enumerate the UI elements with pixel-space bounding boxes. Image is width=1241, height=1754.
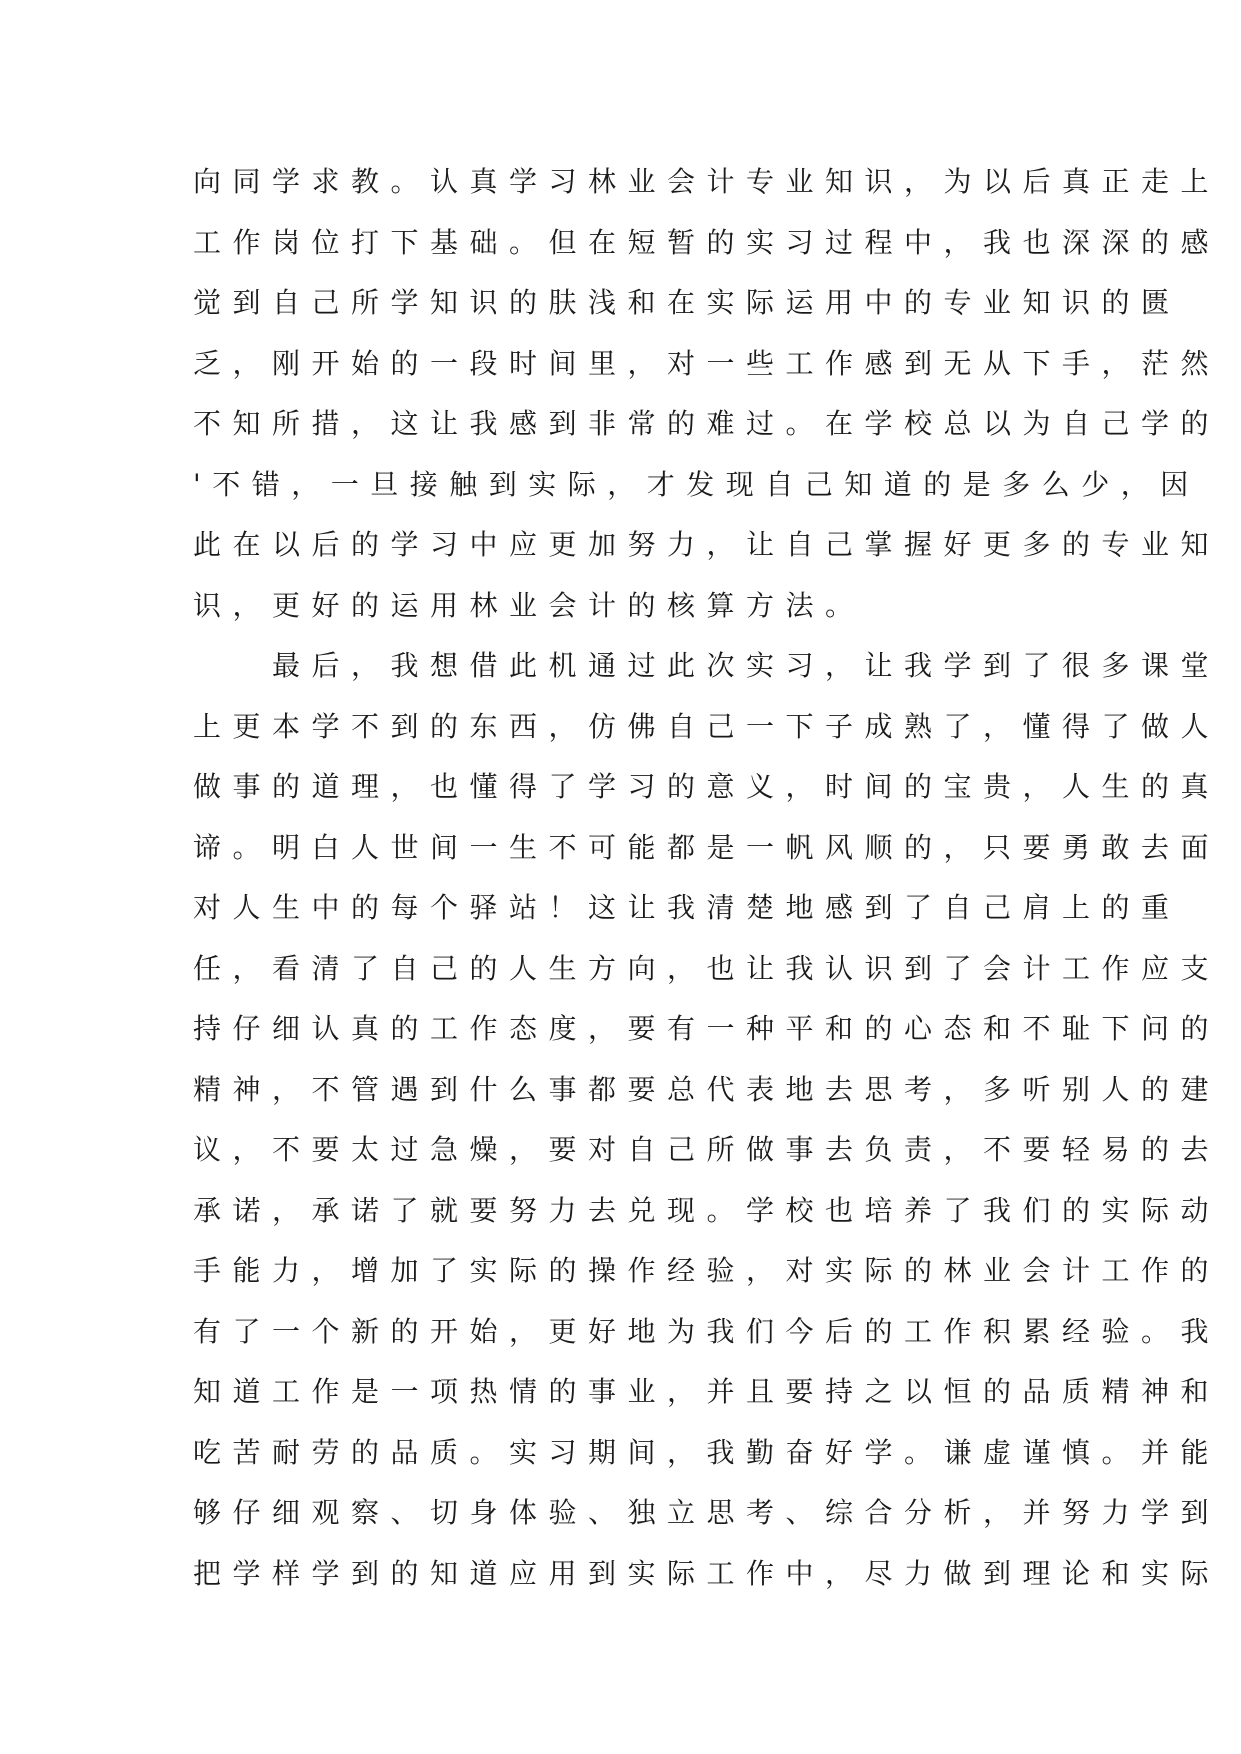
text-line: 任，看清了自己的人生方向，也让我认识到了会计工作应支 bbox=[193, 951, 1221, 985]
text-line: 吃苦耐劳的品质。实习期间，我勤奋好学。谦虚谨慎。并能 bbox=[193, 1435, 1221, 1469]
text-line: 此在以后的学习中应更加努力，让自己掌握好更多的专业知 bbox=[193, 528, 1221, 561]
text-line: 觉到自己所学知识的肤浅和在实际运用中的专业知识的匮 bbox=[193, 286, 1181, 319]
body-text bbox=[193, 152, 1221, 1604]
text-line: 有了一个新的开始，更好地为我们今后的工作积累经验。我 bbox=[193, 1314, 1221, 1348]
text-line: 知道工作是一项热情的事业，并且要持之以恒的品质精神和 bbox=[193, 1375, 1221, 1408]
text-line: 精神，不管遇到什么事都要总代表地去思考，多听别人的建 bbox=[193, 1072, 1221, 1106]
text-line: 持仔细认真的工作态度，要有一种平和的心态和不耻下问的 bbox=[193, 1012, 1221, 1045]
text-line: 对人生中的每个驿站！这让我清楚地感到了自己肩上的重 bbox=[193, 891, 1181, 924]
text-line: 做事的道理，也懂得了学习的意义，时间的宝贵，人生的真 bbox=[193, 770, 1221, 803]
text-line: 谛。明白人世间一生不可能都是一帆风顺的，只要勇敢去面 bbox=[193, 830, 1221, 864]
text-line: 手能力，增加了实际的操作经验，对实际的林业会计工作的 bbox=[193, 1254, 1221, 1287]
text-line: '不错，一旦接触到实际，才发现自己知道的是多么少，因 bbox=[193, 467, 1200, 501]
text-line: 承诺，承诺了就要努力去兑现。学校也培养了我们的实际动 bbox=[193, 1193, 1221, 1227]
text-line: 向同学求教。认真学习林业会计专业知识，为以后真正走上 bbox=[193, 165, 1221, 198]
text-line: 工作岗位打下基础。但在短暂的实习过程中，我也深深的感 bbox=[193, 225, 1221, 259]
text-line: 识，更好的运用林业会计的核算方法。 bbox=[193, 588, 865, 622]
text-line: 议，不要太过急燥，要对自己所做事去负责，不要轻易的去 bbox=[193, 1133, 1221, 1166]
text-line: 乏，刚开始的一段时间里，对一些工作感到无从下手，茫然 bbox=[193, 346, 1221, 380]
text-line: 最后，我想借此机通过此次实习，让我学到了很多课堂 bbox=[193, 649, 1221, 682]
text-line: 上更本学不到的东西，仿佛自己一下子成熟了，懂得了做人 bbox=[193, 709, 1221, 743]
text-line: 不知所措，这让我感到非常的难过。在学校总以为自己学的 bbox=[193, 407, 1221, 440]
text-line: 把学样学到的知道应用到实际工作中，尽力做到理论和实际 bbox=[193, 1556, 1221, 1590]
text-line: 够仔细观察、切身体验、独立思考、综合分析，并努力学到 bbox=[193, 1496, 1221, 1529]
